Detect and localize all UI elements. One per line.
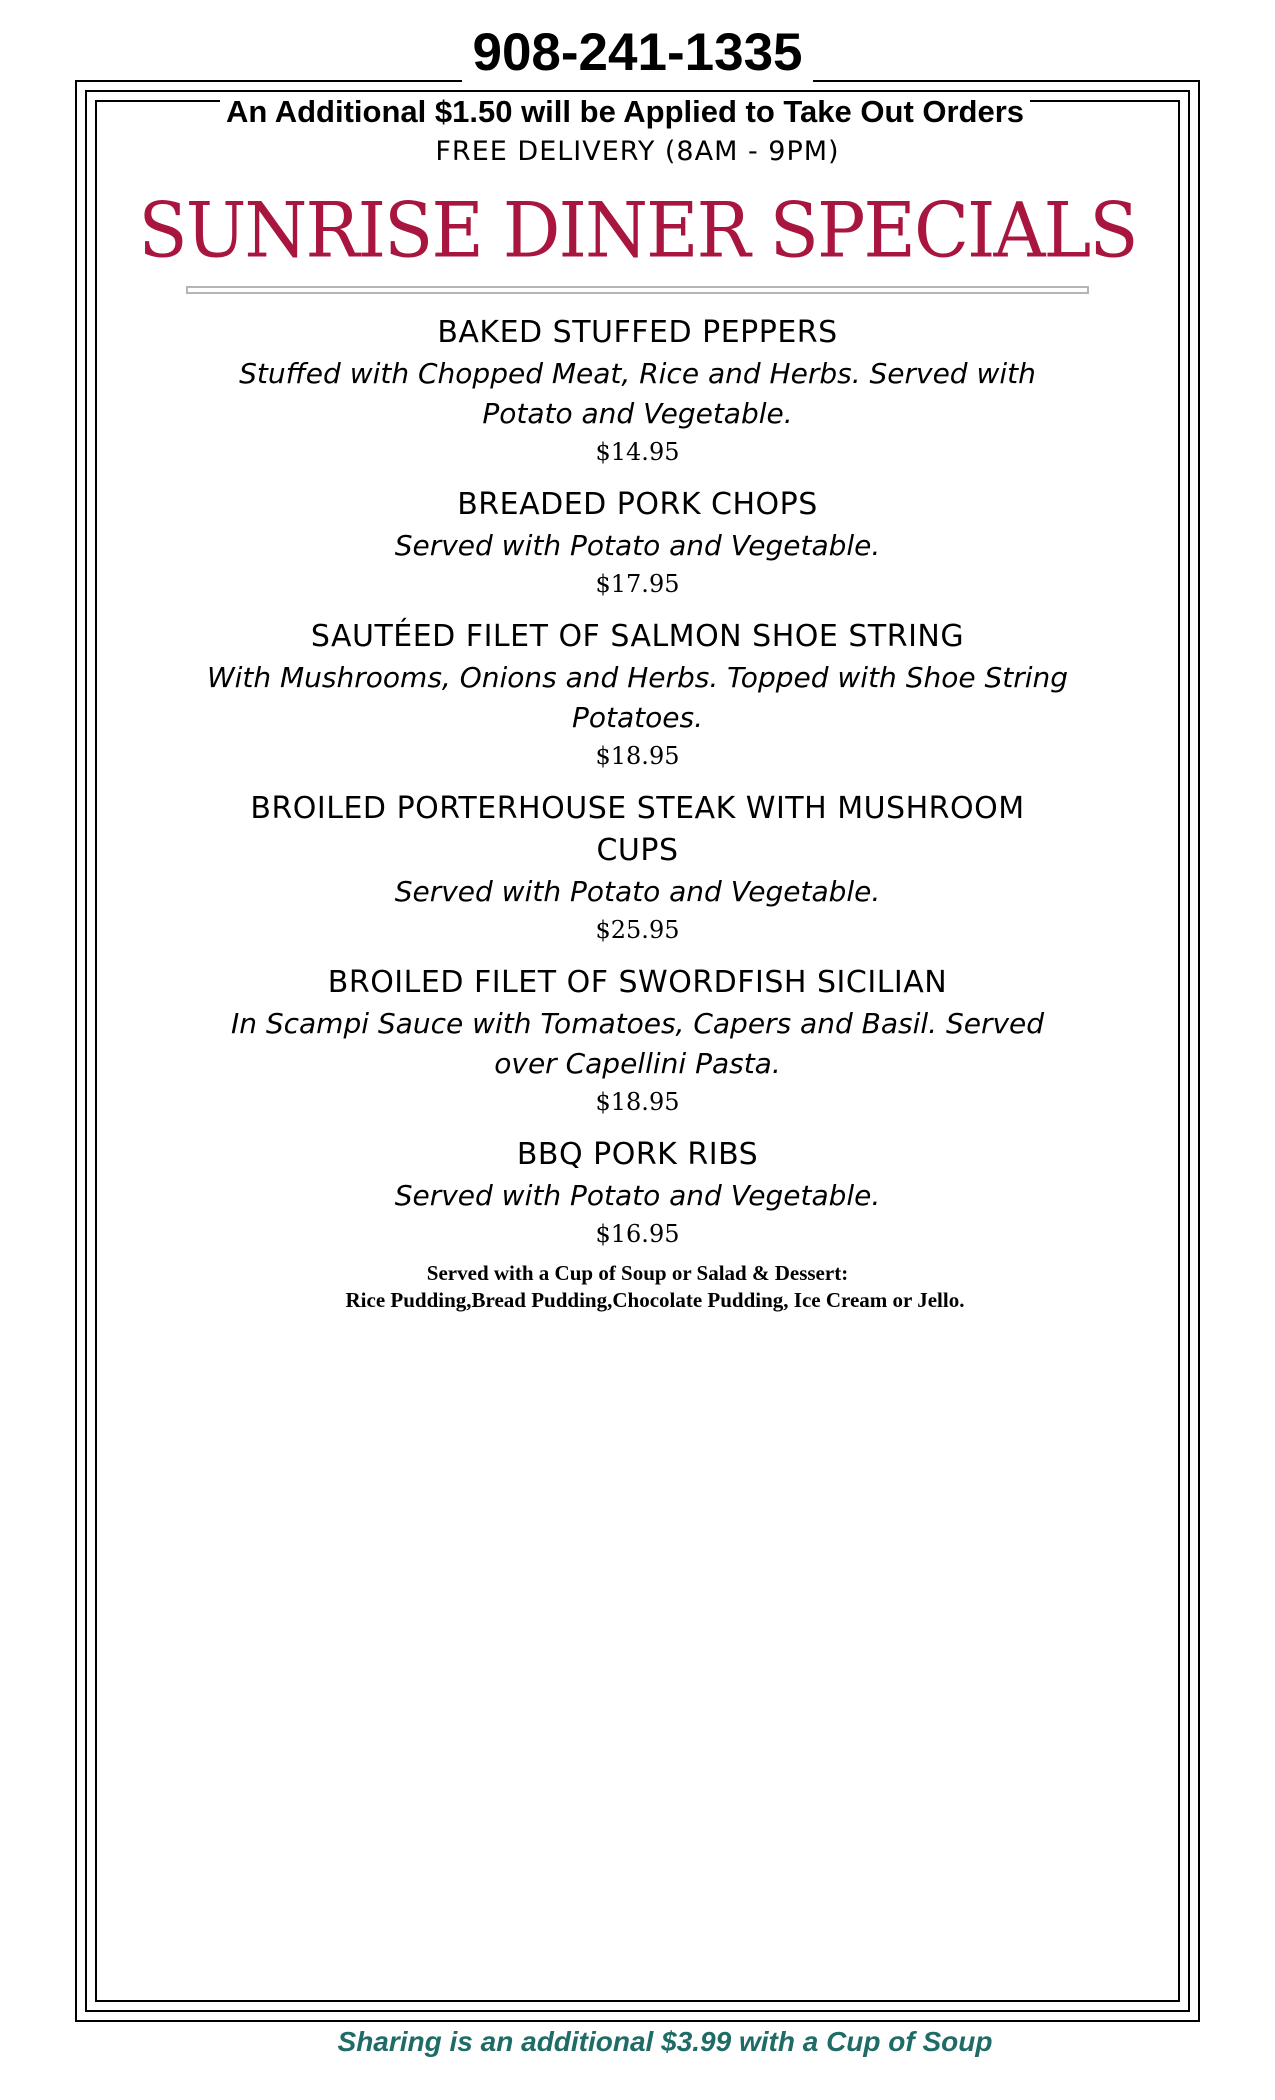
menu-item-price: $17.95 xyxy=(595,570,680,598)
menu-item xyxy=(195,312,1080,470)
menu-item-description: With Mushrooms, Onions and Herbs. Topped with Shoe String Potatoes. xyxy=(206,661,1069,734)
menu-item-price: $14.95 xyxy=(595,438,680,466)
menu-item-name: SAUTÉED FILET OF SALMON SHOE STRING xyxy=(310,619,965,654)
takeout-notice xyxy=(0,92,1250,132)
menu-item-price: $16.95 xyxy=(595,1220,680,1248)
menu-item-description: In Scampi Sauce with Tomatoes, Capers and Basil. Served over Capellini Pasta. xyxy=(230,1007,1045,1080)
sharing-note: Sharing is an additional $3.99 with a Cup of Soup xyxy=(337,2026,993,2057)
menu-item-description: Served with Potato and Vegetable. xyxy=(394,1179,881,1212)
menu-item-name: BAKED STUFFED PEPPERS xyxy=(437,315,838,350)
takeout-notice-text: An Additional $1.50 will be Applied to Take Out Orders xyxy=(220,94,1030,129)
served-with-line-2: Rice Pudding,Bread Pudding,Chocolate Pudding, Ice Cream or Jello. xyxy=(345,1288,965,1312)
menu-item-price: $18.95 xyxy=(595,1088,680,1116)
page-title: SUNRISE DINER SPECIALS xyxy=(138,185,1137,275)
menu-item xyxy=(195,788,1080,948)
menu-item-price: $25.95 xyxy=(595,916,680,944)
menu-item-description: Stuffed with Chopped Meat, Rice and Herbs. Served with Potato and Vegetable. xyxy=(239,357,1036,430)
phone-number xyxy=(0,22,1275,84)
served-with-line-1: Served with a Cup of Soup or Salad & Dessert: xyxy=(426,1261,849,1285)
title-divider xyxy=(186,286,1089,294)
delivery-hours: FREE DELIVERY (8AM - 9PM) xyxy=(435,136,840,167)
menu-item-price: $18.95 xyxy=(595,742,680,770)
menu-item xyxy=(195,1134,1080,1252)
menu-item-description: Served with Potato and Vegetable. xyxy=(394,529,881,562)
menu-item-name: BROILED FILET OF SWORDFISH SICILIAN xyxy=(327,965,948,1000)
served-with-note xyxy=(195,1260,1080,1314)
phone-number-text: 908-241-1335 xyxy=(462,23,812,82)
specials-list xyxy=(195,312,1080,1314)
menu-item xyxy=(195,484,1080,602)
menu-item-name: BBQ PORK RIBS xyxy=(516,1137,759,1172)
menu-item-name: BREADED PORK CHOPS xyxy=(457,487,818,522)
menu-item-name: BROILED PORTERHOUSE STEAK WITH MUSHROOM CUPS xyxy=(250,791,1025,868)
menu-item-description: Served with Potato and Vegetable. xyxy=(394,875,881,908)
menu-item xyxy=(195,962,1080,1120)
menu-item xyxy=(195,616,1080,774)
